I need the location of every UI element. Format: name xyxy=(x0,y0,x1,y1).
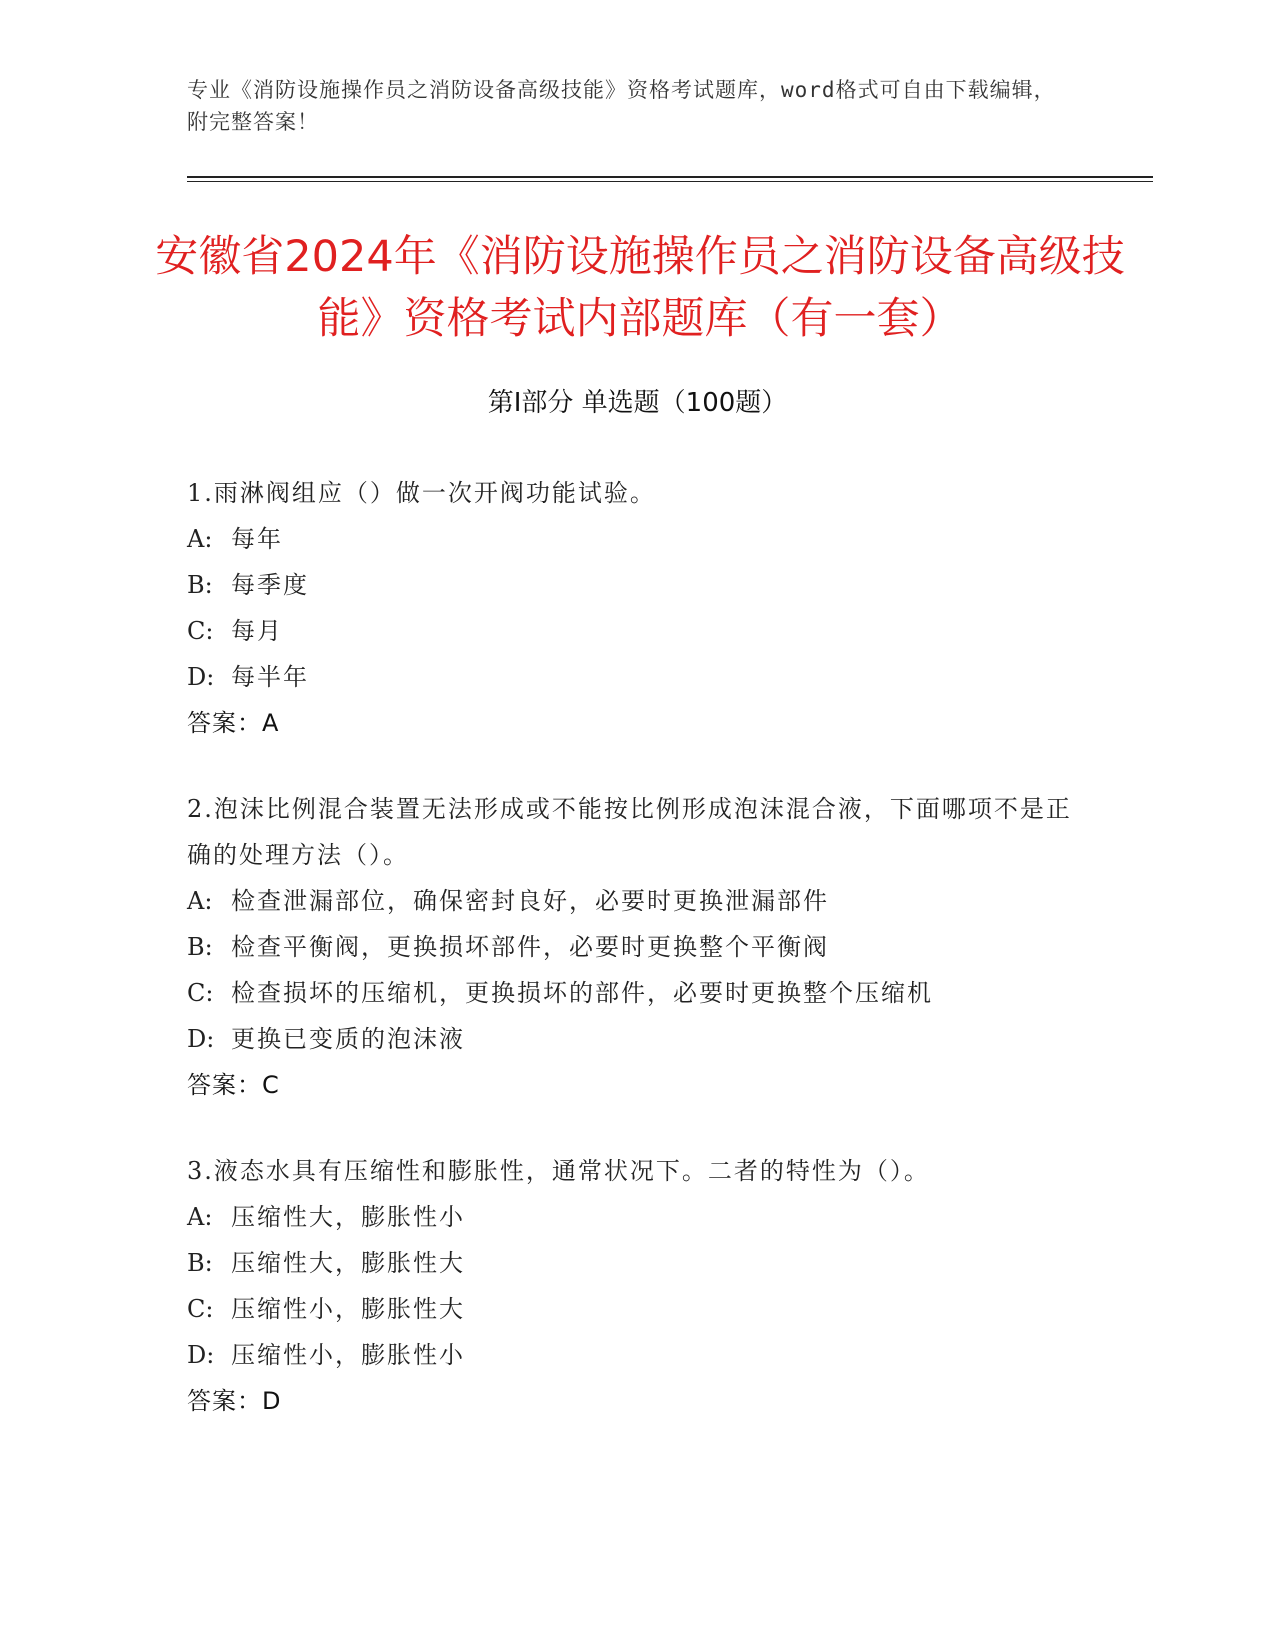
question-stem: 3.液态水具有压缩性和膨胀性，通常状况下。二者的特性为（）。 xyxy=(187,1157,930,1185)
question-stem: 1.雨淋阀组应（）做一次开阀功能试验。 xyxy=(187,479,656,507)
option-letter: A: xyxy=(187,887,213,915)
header-divider-thin xyxy=(187,181,1153,182)
option-b xyxy=(187,562,1087,608)
option-text: 更换已变质的泡沫液 xyxy=(231,1025,465,1053)
option-a xyxy=(187,1194,1087,1240)
answer: 答案：C xyxy=(187,1071,280,1099)
option-a xyxy=(187,516,1087,562)
answer: 答案：A xyxy=(187,709,280,737)
option-b xyxy=(187,1240,1087,1286)
option-c xyxy=(187,970,1087,1016)
option-d xyxy=(187,654,1087,700)
option-letter: A: xyxy=(187,525,213,553)
option-text: 检查损坏的压缩机，更换损坏的部件，必要时更换整个压缩机 xyxy=(231,979,933,1007)
option-a xyxy=(187,878,1087,924)
header-note: 专业《消防设施操作员之消防设备高级技能》资格考试题库，word格式可自由下载编辑，附完整答案！ xyxy=(187,78,1056,134)
option-text: 每半年 xyxy=(231,663,309,691)
option-text: 压缩性大，膨胀性小 xyxy=(231,1203,465,1231)
answer: 答案：D xyxy=(187,1387,282,1415)
option-letter: D: xyxy=(187,1025,215,1053)
option-b xyxy=(187,924,1087,970)
option-d xyxy=(187,1016,1087,1062)
option-text: 检查平衡阀，更换损坏部件，必要时更换整个平衡阀 xyxy=(231,933,829,961)
question-2 xyxy=(187,786,1087,1108)
option-text: 压缩性大，膨胀性大 xyxy=(231,1249,465,1277)
question-stem: 2.泡沫比例混合装置无法形成或不能按比例形成泡沫混合液，下面哪项不是正确的处理方法（）。 xyxy=(187,795,1072,869)
option-text: 每季度 xyxy=(231,571,309,599)
option-letter: C: xyxy=(187,617,214,645)
option-letter: C: xyxy=(187,1295,214,1323)
option-letter: B: xyxy=(187,933,213,961)
question-3 xyxy=(187,1148,1087,1424)
option-c xyxy=(187,608,1087,654)
option-text: 每年 xyxy=(231,525,283,553)
option-c xyxy=(187,1286,1087,1332)
question-1 xyxy=(187,470,1087,746)
option-letter: A: xyxy=(187,1203,213,1231)
option-d xyxy=(187,1332,1087,1378)
option-letter: D: xyxy=(187,663,215,691)
section-title: 第Ⅰ部分 单选题（100题） xyxy=(487,388,788,418)
option-letter: B: xyxy=(187,1249,213,1277)
option-text: 压缩性小，膨胀性大 xyxy=(231,1295,465,1323)
option-text: 压缩性小，膨胀性小 xyxy=(231,1341,465,1369)
option-letter: B: xyxy=(187,571,213,599)
header-divider-thick xyxy=(187,176,1153,178)
option-text: 检查泄漏部位，确保密封良好，必要时更换泄漏部件 xyxy=(231,887,829,915)
option-letter: D: xyxy=(187,1341,215,1369)
document-title: 安徽省2024年《消防设施操作员之消防设备高级技能》资格考试内部题库（有一套） xyxy=(155,232,1125,344)
option-text: 每月 xyxy=(231,617,283,645)
option-letter: C: xyxy=(187,979,214,1007)
